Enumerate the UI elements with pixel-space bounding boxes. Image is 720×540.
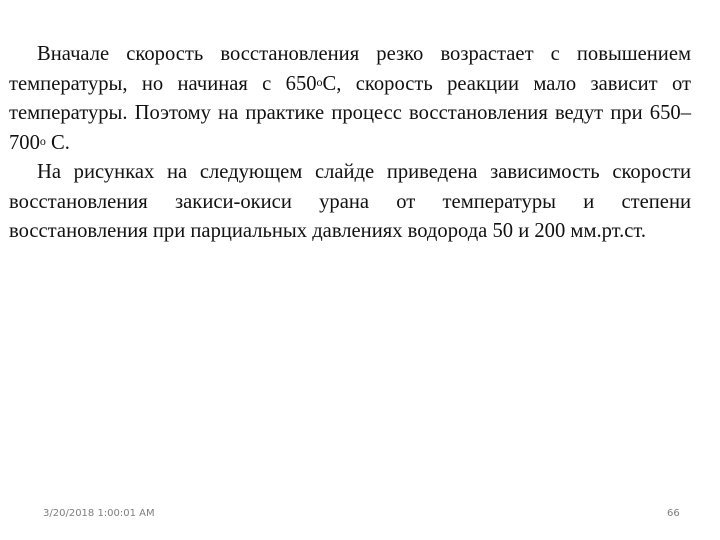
paragraph-2: На рисунках на следующем слайде приведена зависимость скорости восстановления закиси-окиси урана от температуры и степени восстановления при парциальных давлениях водорода 50 и 200 мм.рт.ст. <box>9 161 691 242</box>
slide-body-text <box>9 40 691 247</box>
slide-number: 66 <box>667 508 680 519</box>
degree-superscript: о <box>316 74 323 89</box>
degree-superscript: о <box>39 133 46 148</box>
footer-date: 3/20/2018 1:00:01 AM <box>43 508 155 519</box>
paragraph-1-part-3: С. <box>45 131 70 154</box>
paragraph-1 <box>9 40 691 158</box>
paragraph-1-part-1: Вначале скорость восстановления резко возрастает с повышением температуры, но начиная с 650 <box>9 43 691 95</box>
paragraph-1-part-2: С, скорость реакции мало зависит от температуры. Поэтому на практике процесс восстановления ведут при 650–700 <box>9 72 691 154</box>
